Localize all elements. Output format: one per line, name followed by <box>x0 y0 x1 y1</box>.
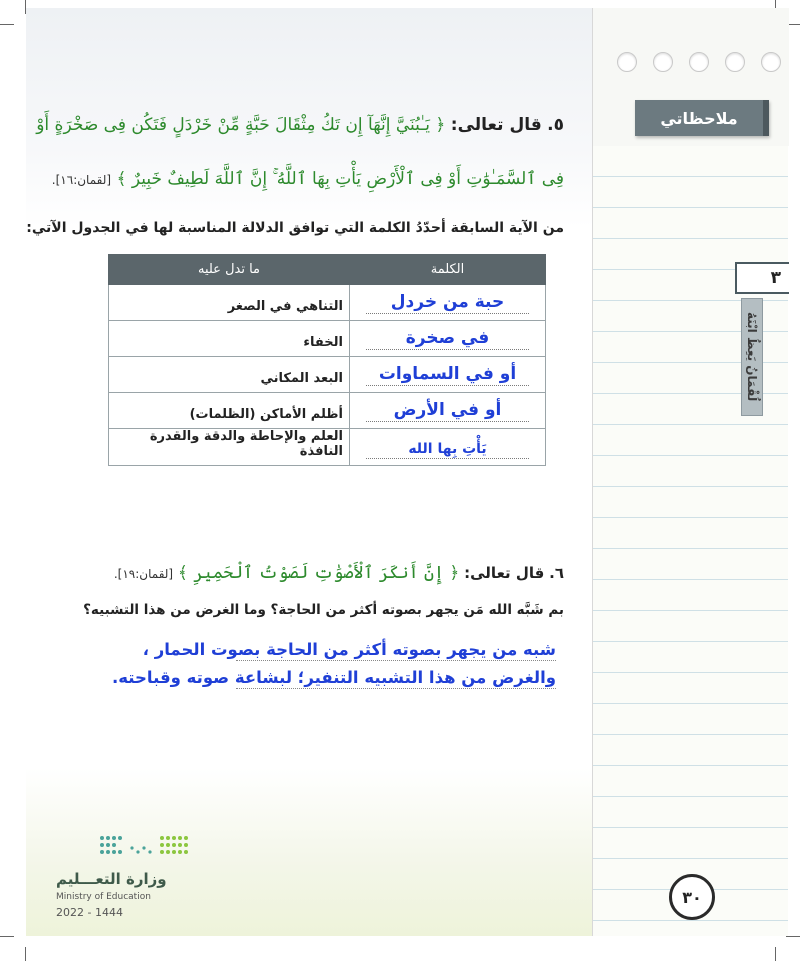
notes-column <box>592 8 788 936</box>
crop-mark <box>775 947 776 961</box>
table-header-row <box>109 255 546 285</box>
q6-reference: [لقمان:١٩]. <box>113 567 174 581</box>
meaning-cell: التناهي في الصغر <box>109 285 350 321</box>
word-cell[interactable] <box>350 285 546 321</box>
answer-word: في صخرة <box>366 328 529 350</box>
table-row <box>109 357 546 393</box>
meaning-table <box>108 254 546 466</box>
binder-ring-icon <box>653 52 673 72</box>
crop-mark <box>25 947 26 961</box>
q6-verse-text: ﴿ إِنَّ أَنكَرَ ٱلْأَصْوَٰتِ لَصَوْتُ ٱلْحَمِيرِ ﴾ <box>177 563 460 583</box>
q6-number: ٦. <box>549 564 564 582</box>
edition-year: 2022 - 1444 <box>56 906 123 919</box>
q6-question: بم شَبَّه الله مَن يجهر بصوته أكثر من الحاجة؟ وما الغرض من هذا التشبيه؟ <box>83 602 564 618</box>
notes-tab-label: ملاحظاتي <box>635 100 769 136</box>
crop-mark <box>0 936 14 937</box>
col-word-header: الكلمة <box>350 255 546 285</box>
q5-verse-text1: ﴿ يَـٰبُنَيَّ إِنَّهَآ إِن تَكُ مِثْقَالَ حَبَّةٍ مِّنْ خَرْدَلٍ فَتَكُن فِى صَخْرَةٍ أَوْ <box>36 115 446 135</box>
meaning-cell: الخفاء <box>109 321 350 357</box>
q5-verse-text2: فِى ٱلسَّمَـٰوَٰتِ أَوْ فِى ٱلْأَرْضِ يَأْتِ بِهَا ٱللَّهُ ۚ إِنَّ ٱللَّهَ لَطِيفٌ خَبِيرٌ ﴾ <box>116 169 564 189</box>
meaning-cell: البعد المكاني <box>109 357 350 393</box>
q5-verse-line1 <box>36 114 564 135</box>
ministry-name-en: Ministry of Education <box>56 892 151 902</box>
unit-title-tab <box>741 298 763 416</box>
binder-ring-icon <box>617 52 637 72</box>
q5-lead: قال تعالى: <box>450 115 542 135</box>
word-cell[interactable] <box>350 429 546 466</box>
q6-lead: قال تعالى: <box>464 564 545 582</box>
ministry-name-ar: وزارة التعـــليم <box>56 870 167 888</box>
q5-instruction: من الآية السابقة أحدّدُ الكلمة التي توافق الدلالة المناسبة لها في الجدول الآتي: <box>26 220 564 236</box>
table-row <box>109 321 546 357</box>
answer-word: حبة من خردل <box>366 292 529 314</box>
crop-mark <box>0 24 14 25</box>
q6-answer-line1[interactable]: شبه من يجهر بصوته أكثر من الحاجة بصوت الحمار ، <box>142 640 556 659</box>
binder-ring-icon <box>725 52 745 72</box>
q6-verse-line <box>114 562 564 583</box>
table-row <box>109 285 546 321</box>
q5-number: ٥. <box>547 115 564 135</box>
q6-answer-line2[interactable]: والغرض من هذا التشبيه التنفير؛ لبشاعة صوته وقباحته. <box>111 668 556 687</box>
meaning-cell: أظلم الأماكن (الظلمات) <box>109 393 350 429</box>
page-number: ٣٠ <box>669 874 715 920</box>
ministry-dots-icon <box>98 834 194 858</box>
page-main <box>26 8 592 936</box>
word-cell[interactable] <box>350 393 546 429</box>
word-cell[interactable] <box>350 321 546 357</box>
ministry-logo <box>52 834 192 934</box>
unit-title: لُقْمَانُ يَعِظُ ابْنَهُ <box>745 312 759 402</box>
answer-word: يَأْتِ بِها الله <box>366 441 529 459</box>
unit-number-badge: ٣ <box>735 262 789 294</box>
binder-ring-icon <box>689 52 709 72</box>
answer-word: أو في السماوات <box>366 364 529 386</box>
q5-reference: [لقمان:١٦]. <box>51 173 112 187</box>
answer-word: أو في الأرض <box>366 400 529 422</box>
table-row <box>109 429 546 466</box>
table-row <box>109 393 546 429</box>
word-cell[interactable] <box>350 357 546 393</box>
col-meaning-header: ما تدل عليه <box>109 255 350 285</box>
binder-ring-icon <box>761 52 781 72</box>
crop-mark <box>786 936 800 937</box>
q5-verse-line2 <box>52 168 564 189</box>
meaning-cell: العلم والإحاطة والدقة والقدرة النافذة <box>109 429 350 466</box>
